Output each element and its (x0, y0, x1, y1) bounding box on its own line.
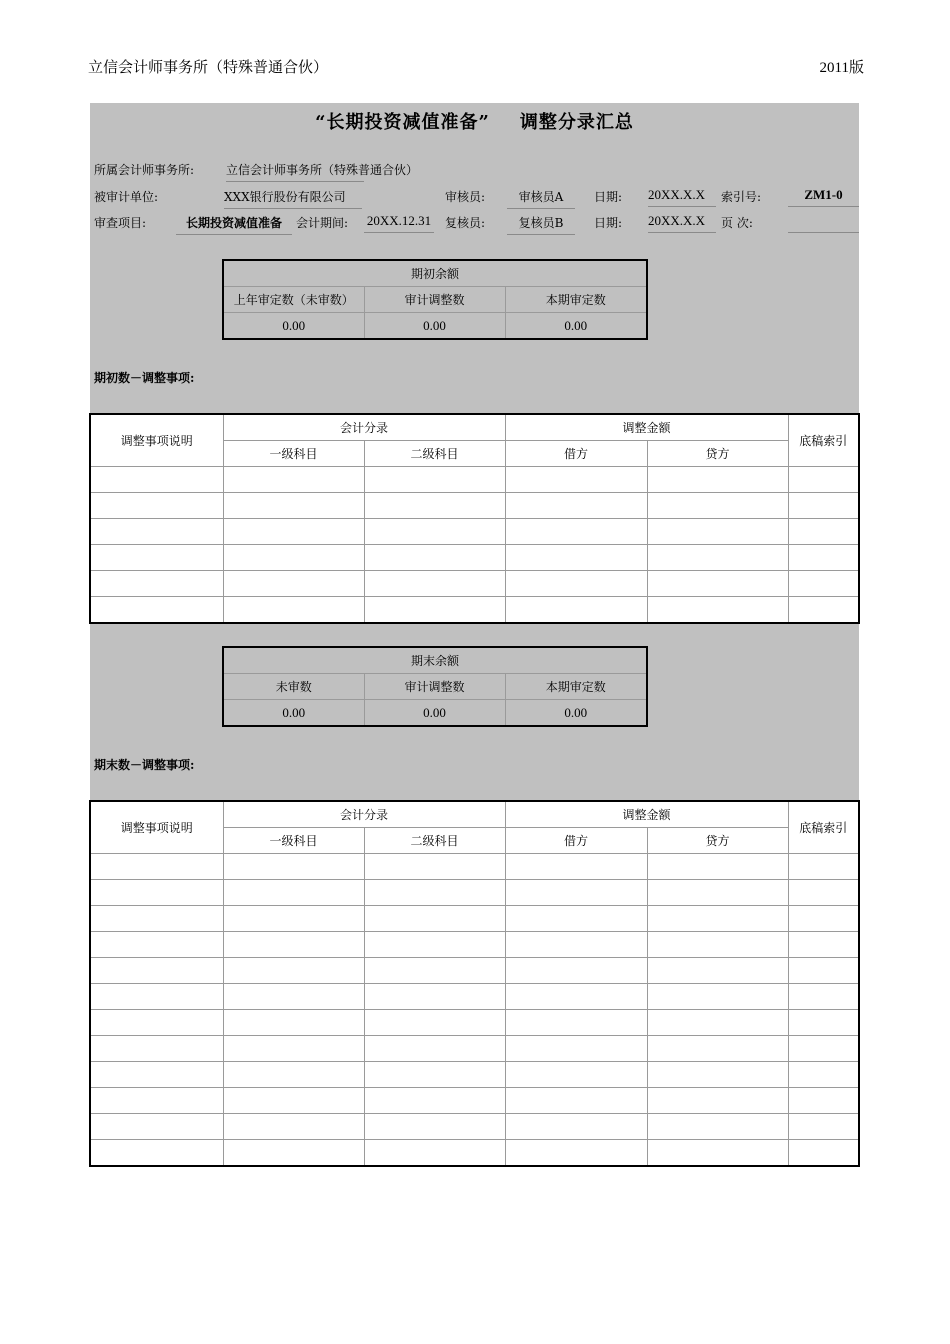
credit-cell[interactable] (647, 545, 788, 571)
opening-header-current: 本期审定数 (505, 287, 647, 313)
date-value: 20XX.X.X (648, 187, 716, 207)
level1-cell[interactable] (223, 1010, 364, 1036)
page-value (788, 214, 859, 233)
ref-cell[interactable] (788, 571, 859, 597)
credit-cell[interactable] (647, 467, 788, 493)
ref-cell[interactable] (788, 519, 859, 545)
credit-cell[interactable] (647, 1010, 788, 1036)
level1-cell[interactable] (223, 545, 364, 571)
level2-cell[interactable] (364, 1062, 505, 1088)
table-row (90, 906, 859, 932)
level1-cell[interactable] (223, 571, 364, 597)
table-row (90, 1036, 859, 1062)
table-row (90, 467, 859, 493)
credit-cell[interactable] (647, 597, 788, 624)
adj-header-level1: 一级科目 (223, 441, 364, 467)
ref-cell[interactable] (788, 1088, 859, 1114)
level2-cell[interactable] (364, 545, 505, 571)
closing-value-adjust: 0.00 (364, 700, 505, 727)
debit-cell[interactable] (505, 1140, 647, 1167)
opening-caption: 期初余额 (223, 260, 647, 287)
desc-cell[interactable] (90, 493, 223, 519)
credit-cell[interactable] (647, 932, 788, 958)
closing-value-unaudited: 0.00 (223, 700, 364, 727)
debit-cell[interactable] (505, 467, 647, 493)
version-label: 2011版 (819, 60, 864, 76)
title-part2: 调整分录汇总 (519, 112, 634, 133)
level1-cell[interactable] (223, 1062, 364, 1088)
opening-value-prior: 0.00 (223, 313, 364, 340)
ref-cell[interactable] (788, 906, 859, 932)
level1-cell[interactable] (223, 467, 364, 493)
closing-balance-table (222, 646, 648, 727)
level1-cell[interactable] (223, 1140, 364, 1167)
ref-cell[interactable] (788, 1114, 859, 1140)
level1-cell[interactable] (223, 906, 364, 932)
title-part1: “长期投资减值准备” (315, 112, 490, 133)
closing-header-unaudited: 未审数 (223, 674, 364, 700)
table-row (90, 519, 859, 545)
rechecker-value: 复核员B (507, 214, 575, 235)
level2-cell[interactable] (364, 493, 505, 519)
debit-cell[interactable] (505, 1114, 647, 1140)
debit-cell[interactable] (505, 854, 647, 880)
closing-header-current: 本期审定数 (505, 674, 647, 700)
desc-cell[interactable] (90, 1140, 223, 1167)
ref-cell[interactable] (788, 854, 859, 880)
level2-cell[interactable] (364, 1010, 505, 1036)
debit-cell[interactable] (505, 984, 647, 1010)
page-title (90, 108, 859, 134)
table-row (90, 1010, 859, 1036)
adj-header-entry: 会计分录 (223, 801, 505, 828)
desc-cell[interactable] (90, 958, 223, 984)
opening-adjustment-rows (90, 467, 859, 624)
desc-cell[interactable] (90, 932, 223, 958)
ref-cell[interactable] (788, 1010, 859, 1036)
credit-cell[interactable] (647, 854, 788, 880)
level1-cell[interactable] (223, 984, 364, 1010)
debit-cell[interactable] (505, 906, 647, 932)
desc-cell[interactable] (90, 597, 223, 624)
level2-cell[interactable] (364, 597, 505, 624)
adj-header-credit: 贷方 (647, 441, 788, 467)
ref-cell[interactable] (788, 1062, 859, 1088)
level1-cell[interactable] (223, 1088, 364, 1114)
reviewer-value: 审核员A (507, 188, 575, 209)
level2-cell[interactable] (364, 1036, 505, 1062)
table-row (90, 493, 859, 519)
table-row (90, 984, 859, 1010)
table-row (90, 958, 859, 984)
adj-header-desc: 调整事项说明 (90, 414, 223, 467)
adj-header-amount: 调整金额 (505, 414, 788, 441)
debit-cell[interactable] (505, 1036, 647, 1062)
item-label: 审查项目: (94, 216, 147, 230)
table-row (90, 932, 859, 958)
level1-cell[interactable] (223, 597, 364, 624)
table-row (90, 545, 859, 571)
table-row (90, 1114, 859, 1140)
index-label: 索引号: (721, 190, 762, 204)
level1-cell[interactable] (223, 932, 364, 958)
ref-cell[interactable] (788, 932, 859, 958)
table-row (90, 1088, 859, 1114)
unit-value: XXX银行股份有限公司 (224, 188, 362, 209)
opening-header-adjust: 审计调整数 (364, 287, 505, 313)
adj-header-level1: 一级科目 (223, 828, 364, 854)
desc-cell[interactable] (90, 1010, 223, 1036)
opening-adjustments-label: 期初数－调整事项: (94, 371, 195, 385)
desc-cell[interactable] (90, 1062, 223, 1088)
date2-label: 日期: (594, 216, 623, 230)
debit-cell[interactable] (505, 932, 647, 958)
credit-cell[interactable] (647, 571, 788, 597)
level2-cell[interactable] (364, 958, 505, 984)
level2-cell[interactable] (364, 1140, 505, 1167)
level2-cell[interactable] (364, 984, 505, 1010)
debit-cell[interactable] (505, 1010, 647, 1036)
debit-cell[interactable] (505, 493, 647, 519)
debit-cell[interactable] (505, 880, 647, 906)
closing-caption: 期末余额 (223, 647, 647, 674)
closing-adjustments-label: 期末数－调整事项: (94, 758, 195, 772)
table-row (90, 571, 859, 597)
closing-header-adjust: 审计调整数 (364, 674, 505, 700)
ref-cell[interactable] (788, 1140, 859, 1167)
level2-cell[interactable] (364, 1088, 505, 1114)
level1-cell[interactable] (223, 880, 364, 906)
ref-cell[interactable] (788, 984, 859, 1010)
firm-name: 立信会计师事务所（特殊普通合伙） (88, 58, 329, 76)
adj-header-ref: 底稿索引 (788, 414, 859, 467)
credit-cell[interactable] (647, 984, 788, 1010)
desc-cell[interactable] (90, 519, 223, 545)
adj-header-credit: 贷方 (647, 828, 788, 854)
opening-value-adjust: 0.00 (364, 313, 505, 340)
level1-cell[interactable] (223, 493, 364, 519)
level2-cell[interactable] (364, 519, 505, 545)
page-label: 页 次: (721, 216, 753, 230)
adj-header-amount: 调整金额 (505, 801, 788, 828)
table-row (90, 880, 859, 906)
level2-cell[interactable] (364, 571, 505, 597)
credit-cell[interactable] (647, 1062, 788, 1088)
desc-cell[interactable] (90, 1036, 223, 1062)
desc-cell[interactable] (90, 545, 223, 571)
desc-cell[interactable] (90, 571, 223, 597)
ref-cell[interactable] (788, 880, 859, 906)
level2-cell[interactable] (364, 1114, 505, 1140)
ref-cell[interactable] (788, 545, 859, 571)
closing-adjustments-table (89, 800, 860, 1167)
credit-cell[interactable] (647, 493, 788, 519)
credit-cell[interactable] (647, 880, 788, 906)
reviewer-label: 审核员: (445, 190, 486, 204)
debit-cell[interactable] (505, 545, 647, 571)
adj-header-level2: 二级科目 (364, 828, 505, 854)
level1-cell[interactable] (223, 1114, 364, 1140)
level1-cell[interactable] (223, 958, 364, 984)
level1-cell[interactable] (223, 1036, 364, 1062)
adj-header-desc: 调整事项说明 (90, 801, 223, 854)
ref-cell[interactable] (788, 493, 859, 519)
level1-cell[interactable] (223, 854, 364, 880)
table-row (90, 854, 859, 880)
ref-cell[interactable] (788, 467, 859, 493)
opening-balance-table (222, 259, 648, 340)
period-label: 会计期间: (296, 216, 349, 230)
debit-cell[interactable] (505, 1062, 647, 1088)
debit-cell[interactable] (505, 597, 647, 624)
level2-cell[interactable] (364, 906, 505, 932)
credit-cell[interactable] (647, 1114, 788, 1140)
period-value: 20XX.12.31 (364, 213, 434, 233)
level1-cell[interactable] (223, 519, 364, 545)
credit-cell[interactable] (647, 1088, 788, 1114)
firm-label: 所属会计师事务所: (94, 163, 195, 177)
debit-cell[interactable] (505, 1088, 647, 1114)
credit-cell[interactable] (647, 1036, 788, 1062)
desc-cell[interactable] (90, 984, 223, 1010)
level2-cell[interactable] (364, 854, 505, 880)
index-value: ZM1-0 (788, 187, 859, 207)
opening-adjustments-table (89, 413, 860, 624)
worksheet (90, 103, 859, 1163)
closing-value-current: 0.00 (505, 700, 647, 727)
firm-value: 立信会计师事务所（特殊普通合伙） (226, 161, 364, 182)
rechecker-label: 复核员: (445, 216, 486, 230)
level2-cell[interactable] (364, 880, 505, 906)
item-value: 长期投资减值准备 (176, 214, 292, 235)
ref-cell[interactable] (788, 1036, 859, 1062)
table-row (90, 1140, 859, 1167)
adj-header-debit: 借方 (505, 441, 647, 467)
debit-cell[interactable] (505, 958, 647, 984)
desc-cell[interactable] (90, 854, 223, 880)
adj-header-entry: 会计分录 (223, 414, 505, 441)
ref-cell[interactable] (788, 597, 859, 624)
credit-cell[interactable] (647, 1140, 788, 1167)
desc-cell[interactable] (90, 1114, 223, 1140)
debit-cell[interactable] (505, 571, 647, 597)
desc-cell[interactable] (90, 906, 223, 932)
credit-cell[interactable] (647, 519, 788, 545)
date2-value: 20XX.X.X (648, 213, 716, 233)
credit-cell[interactable] (647, 958, 788, 984)
date-label: 日期: (594, 190, 623, 204)
opening-value-current: 0.00 (505, 313, 647, 340)
page-header (88, 56, 864, 80)
table-row (90, 597, 859, 624)
adj-header-ref: 底稿索引 (788, 801, 859, 854)
level2-cell[interactable] (364, 932, 505, 958)
adj-header-level2: 二级科目 (364, 441, 505, 467)
debit-cell[interactable] (505, 519, 647, 545)
ref-cell[interactable] (788, 958, 859, 984)
opening-header-prior: 上年审定数（未审数） (223, 287, 364, 313)
closing-adjustment-rows (90, 854, 859, 1167)
table-row (90, 1062, 859, 1088)
desc-cell[interactable] (90, 880, 223, 906)
desc-cell[interactable] (90, 467, 223, 493)
adj-header-debit: 借方 (505, 828, 647, 854)
level2-cell[interactable] (364, 467, 505, 493)
desc-cell[interactable] (90, 1088, 223, 1114)
credit-cell[interactable] (647, 906, 788, 932)
unit-label: 被审计单位: (94, 190, 159, 204)
